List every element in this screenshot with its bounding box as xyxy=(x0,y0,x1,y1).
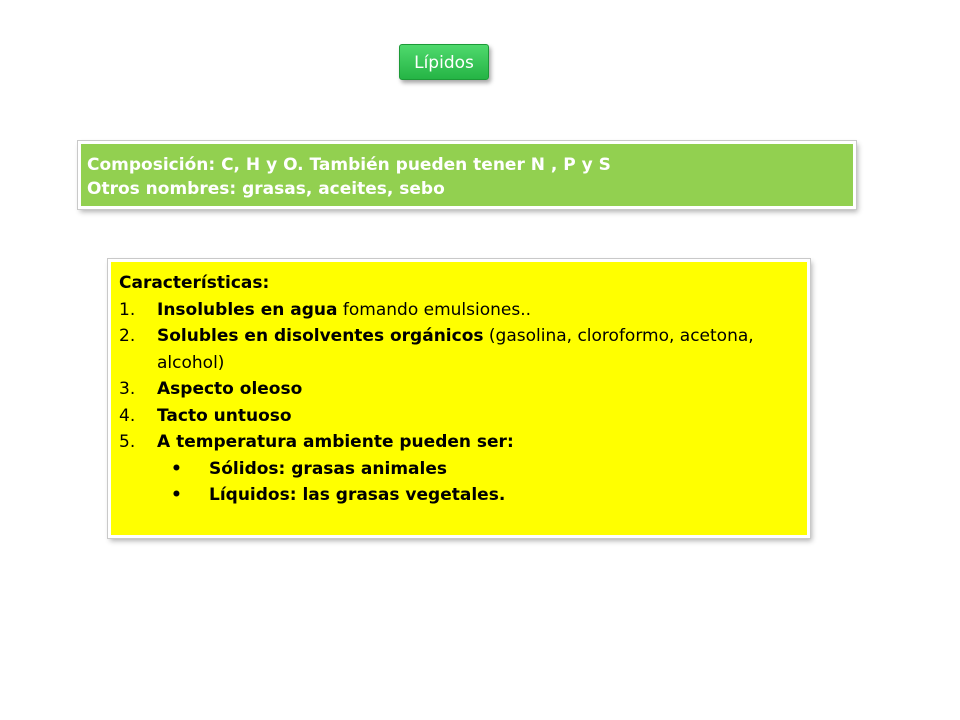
list-number: 2. xyxy=(119,326,136,346)
list-item-bold: Tacto untuoso xyxy=(157,405,292,426)
list-item xyxy=(119,429,797,456)
list-number: 3. xyxy=(119,379,136,399)
list-item-text: fomando emulsiones.. xyxy=(337,299,532,320)
list-item-bold: Insolubles en agua xyxy=(157,299,338,320)
sub-list-item xyxy=(119,482,797,509)
sub-list-item-text: Sólidos: grasas animales xyxy=(209,458,447,479)
list-item-bold: Aspecto oleoso xyxy=(157,379,303,399)
sub-list-item-text: Líquidos: las grasas vegetales. xyxy=(209,485,506,505)
list-item xyxy=(119,323,797,376)
bullet-icon: • xyxy=(171,485,182,505)
list-item-text: (gasolina, cloroformo, acetona, alcohol) xyxy=(157,326,754,373)
list-item xyxy=(119,376,797,403)
characteristics-box xyxy=(108,259,810,538)
composition-box xyxy=(78,141,856,209)
list-item-bold: Solubles en disolventes orgánicos xyxy=(157,326,484,346)
list-number: 5. xyxy=(119,432,136,452)
sub-list-item xyxy=(119,456,797,483)
list-item-bold: A temperatura ambiente pueden ser: xyxy=(157,432,514,452)
title-box: Lípidos xyxy=(399,44,489,80)
bullet-icon: • xyxy=(171,458,182,479)
list-item xyxy=(119,297,797,324)
composition-line: Composición: C, H y O. También pueden tener N , P y S xyxy=(87,155,611,175)
list-item xyxy=(119,403,797,430)
list-number: 1. xyxy=(119,299,136,320)
characteristics-heading: Características: xyxy=(119,273,270,293)
other-names-line: Otros nombres: grasas, aceites, sebo xyxy=(87,179,445,199)
list-number: 4. xyxy=(119,405,136,426)
